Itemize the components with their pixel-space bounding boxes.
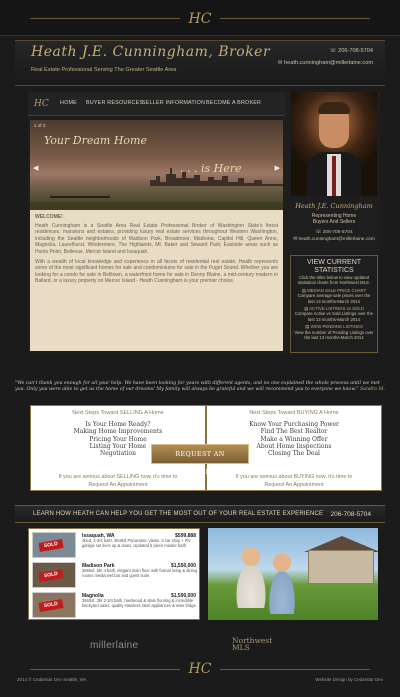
selling-link[interactable]: Listing Your Home bbox=[89, 442, 147, 450]
listing-name[interactable]: Magnolia bbox=[82, 593, 104, 599]
header-email[interactable]: ✉ heath.cunningham@millerlaine.com bbox=[277, 60, 373, 66]
nav-item-become-a-broker[interactable]: BECOME A BROKER bbox=[206, 100, 262, 106]
main-nav bbox=[28, 92, 285, 116]
design-credit[interactable]: Website Design by Cedarstar Dev bbox=[315, 677, 383, 682]
divider bbox=[220, 669, 370, 670]
stats-link-label: MEDIAN SALE PRICE CHART bbox=[307, 287, 367, 293]
copyright: 2014 © Cedarstar Dev Seattle, WA bbox=[17, 677, 87, 682]
statistics-panel bbox=[290, 255, 378, 353]
main-content bbox=[28, 92, 380, 354]
slide-counter: 1 of 3 bbox=[34, 123, 46, 128]
listing-item[interactable] bbox=[32, 531, 198, 559]
buying-link[interactable]: Know Your Purchasing Power bbox=[249, 421, 339, 428]
listing-thumbnail[interactable] bbox=[32, 592, 76, 618]
header-email-text: heath.cunningham@millerlaine.com bbox=[283, 60, 373, 66]
listing-price: $599,888 bbox=[175, 533, 196, 539]
agent-phone-text: 206-708-5704 bbox=[322, 230, 353, 235]
welcome-paragraph: With a wealth of local knowledge and experience in all facets of residential real estate, Heath represents some of the most significant homes for sale and condominiums for sale in the Puget Sound. Whether you are looking for a condo for sale in Belltown, a waterfront home for sale in Denny Blaine, a mid-century modern in Ballard, or a luxury property on Mercer Island - Heath Cunningham is your premier choice. bbox=[35, 258, 278, 285]
agent-role-line: Buyers And Sellers bbox=[312, 219, 356, 225]
top-band bbox=[0, 0, 400, 36]
learn-phone[interactable]: 206-708-5704 bbox=[330, 511, 371, 518]
person-figure bbox=[260, 548, 304, 614]
listing-item[interactable] bbox=[32, 591, 198, 619]
welcome-paragraph: Heath Cunningham is a Seattle Area Real Estate Professional Broker of Washington State's finest residences, mansions and estates, providing luxury real estate services throughout Western Washington, including the Seattle neighborhoods of Madison Park, Broadmoor, Madrona, Capitol Hill, Queen Anne, Magnolia, Laurelhurst, Windermere, The Highlands, Mt. Baker and Seward Park; Eastside areas such as Hunts Point, Bellevue, Mercer Island and Issaquah. bbox=[35, 222, 278, 255]
northwest-mls-logo-text: MLS bbox=[232, 642, 250, 652]
learn-bar bbox=[15, 505, 385, 523]
welcome-panel bbox=[30, 210, 283, 351]
brand-name[interactable]: Heath J.E. Cunningham, Broker bbox=[31, 44, 271, 60]
selling-heading: Next Steps Toward SELLING A Home bbox=[72, 410, 164, 416]
listing-price: $1,590,000 bbox=[170, 593, 196, 599]
stats-link-label: ACTIVE LISTINGS vs SOLD bbox=[309, 306, 364, 312]
selling-link[interactable]: Negotiation bbox=[100, 450, 136, 458]
buying-footer: If you are serious about BUYING now, it's time to bbox=[235, 474, 353, 480]
welcome-heading: WELCOME! bbox=[35, 214, 63, 220]
slider-prev-icon[interactable]: ◀ bbox=[33, 165, 39, 172]
hero-slider bbox=[30, 120, 283, 218]
listing-price: $1,550,000 bbox=[170, 563, 196, 569]
house bbox=[308, 550, 374, 584]
agent-role-line: Representing Home bbox=[311, 213, 357, 219]
agent-email[interactable]: ✉ heath.cunningham@millerlaine.com bbox=[293, 237, 375, 242]
header-phone[interactable]: ☏ 206-708-5704 bbox=[329, 48, 373, 54]
buying-link[interactable]: About Home Inspections bbox=[256, 442, 332, 450]
sold-badge: SOLD bbox=[38, 539, 63, 552]
slider-next-icon[interactable]: ▶ bbox=[274, 165, 280, 172]
sold-badge: SOLD bbox=[38, 569, 63, 582]
buying-link[interactable]: Closing The Deal bbox=[268, 450, 320, 458]
listing-thumbnail[interactable] bbox=[32, 562, 76, 588]
listings-panel bbox=[28, 528, 200, 620]
northwest-mls-logo[interactable] bbox=[232, 638, 272, 651]
listing-thumbnail[interactable] bbox=[32, 532, 76, 558]
buying-link[interactable]: Make a Winning Offer bbox=[260, 435, 328, 443]
millerlaine-logo[interactable]: millerlaine bbox=[90, 640, 139, 651]
stats-link-active-vs-sold[interactable]: ▤ ACTIVE LISTINGS vs SOLD bbox=[304, 306, 364, 312]
nav-item-buyer-resources[interactable]: BUYER RESOURCES bbox=[86, 100, 144, 106]
testimonial bbox=[15, 381, 385, 393]
selling-link[interactable]: Pricing Your Home bbox=[89, 435, 147, 443]
testimonial-author: Sandra M. bbox=[359, 387, 385, 392]
northwest-mls-logo-text: Northwest bbox=[232, 636, 273, 645]
stats-link-desc: View the number of Pending Listings over the last 13 months-March 2014 bbox=[294, 329, 374, 341]
testimonial-text: "We can't thank you enough for all your help. We have been looking for yours with different agents, and no one explained the whole process until we met you. Only you were able to get us the home of our dreams! My family will always be grateful and we will recommend you to everyone we know." bbox=[15, 381, 380, 392]
agent-photo bbox=[291, 92, 377, 196]
nav-item-seller-information[interactable]: SELLER INFORMATION bbox=[142, 100, 206, 106]
stats-link-desc: Compare Active vs Sold Listings over the last 13 months-March 2014 bbox=[294, 311, 374, 322]
agent-email-text: heath.cunningham@millerlaine.com bbox=[298, 237, 375, 242]
agent-phone[interactable]: ☏ 206-708-5704 bbox=[315, 230, 353, 235]
learn-text: LEARN HOW HEATH CAN HELP YOU GET THE MOST OUT OF YOUR REAL ESTATE EXPERIENCE bbox=[33, 511, 324, 517]
family-photo bbox=[208, 528, 378, 620]
selling-appointment-link[interactable]: Request An Appointment bbox=[88, 482, 148, 488]
agent-name: Heath J.E. Cunningham bbox=[295, 202, 373, 210]
slide-title: Your Dream Home bbox=[44, 134, 147, 147]
buying-heading: Next Steps Toward BUYING A Home bbox=[249, 410, 339, 416]
stats-title: VIEW CURRENT bbox=[306, 259, 362, 266]
sold-badge: SOLD bbox=[38, 599, 63, 612]
selling-link[interactable]: Is Your Home Ready? bbox=[85, 421, 151, 428]
buying-link[interactable]: Find The Best Realtor bbox=[260, 428, 328, 436]
monogram-logo[interactable]: HC bbox=[188, 11, 212, 27]
nav-item-home[interactable]: HOME bbox=[60, 100, 77, 106]
footer-monogram: HC bbox=[188, 661, 212, 677]
header-phone-text: 206-708-5704 bbox=[338, 48, 373, 54]
nav-logo[interactable]: HC bbox=[34, 99, 49, 109]
stats-link-desc: Compare average sale prices over the last 13 months-March 2014 bbox=[297, 293, 371, 304]
bench-graphic bbox=[50, 196, 110, 206]
listing-description: 4bed, 2-3/4 bath, 3640sf Panoramic Views. 6 car shop + RV garage set lives up & down. Updated 5 piece master bath. bbox=[82, 538, 191, 548]
request-appointment-button[interactable]: REQUEST AN APPOINTMENT bbox=[151, 444, 249, 464]
photo-hair bbox=[318, 102, 350, 114]
stats-title: STATISTICS bbox=[314, 267, 354, 274]
stats-link-median-sale-price[interactable]: ▤ MEDIAN SALE PRICE CHART bbox=[301, 287, 367, 293]
listing-description: 3560sf, 3br 2-3/4 bath, hardwood & slate flooring & incredible backyard oasis, quality stainless steel appliances & wine fridge. bbox=[82, 598, 197, 608]
listing-name[interactable]: Issaquah, WA bbox=[82, 533, 115, 539]
stats-link-pending-listings[interactable]: ▤ VIEW PENDING LISTINGS bbox=[305, 324, 363, 330]
divider bbox=[30, 18, 180, 19]
buying-appointment-link[interactable]: Request An Appointment bbox=[264, 482, 324, 488]
selling-footer: If you are serious about SELLING now, it's time to bbox=[58, 474, 178, 480]
stats-intro: Click the titles below to view updated statistical charts from Northwest MLS. bbox=[297, 275, 371, 286]
listing-item[interactable] bbox=[32, 561, 198, 589]
listing-description: 3855sf, 5br 4 bath, elegant main floor with formal living & dining rooms media wet bar and guest suite. bbox=[82, 568, 198, 578]
divider bbox=[30, 669, 180, 670]
header-bar bbox=[15, 40, 385, 86]
divider bbox=[220, 18, 370, 19]
agent-role bbox=[291, 213, 377, 225]
tagline: Real Estate Professional Serving The Greater Seattle Area bbox=[31, 67, 177, 73]
stats-link-label: VIEW PENDING LISTINGS bbox=[310, 324, 363, 330]
listing-name[interactable]: Madison Park bbox=[82, 563, 115, 569]
photo-tie bbox=[332, 156, 336, 196]
selling-link[interactable]: Making Home Improvements bbox=[73, 428, 163, 436]
slide-subtitle: . . . is Here bbox=[180, 162, 242, 175]
